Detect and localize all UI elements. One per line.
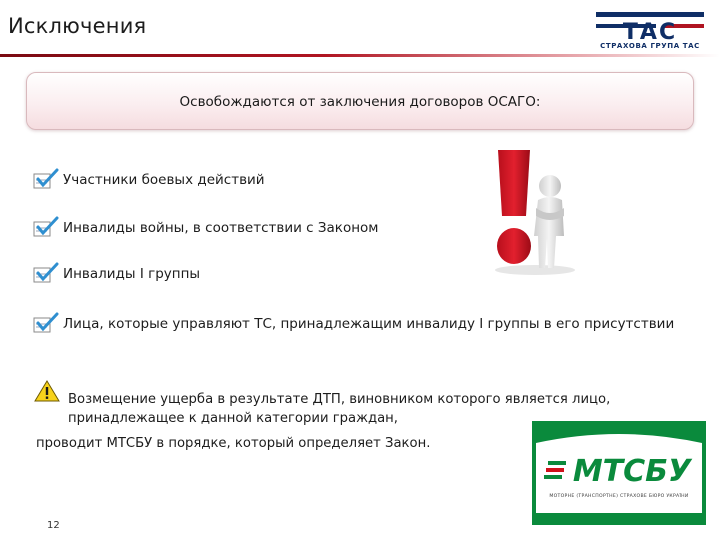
mtsbu-logo-subtitle: МОТОРНЕ (ТРАНСПОРТНЕ) СТРАХОВЕ БЮРО УКРАЇНИ: [549, 494, 689, 499]
tas-logo-subtitle: СТРАХОВА ГРУПА ТАС: [600, 42, 700, 50]
title-divider: [0, 54, 720, 57]
banner-text: Освобождаются от заключения договоров ОСАГО:: [179, 94, 541, 110]
checkmark-icon: [33, 216, 59, 238]
warning-line-3: проводит МТСБУ в порядке, который определяет Закон.: [36, 436, 431, 451]
page-title: Исключения: [8, 14, 147, 38]
list-item-label: Участники боевых действий: [63, 172, 265, 188]
warning-text: [68, 390, 610, 428]
exemption-banner: [26, 72, 694, 130]
checkmark-icon: [33, 168, 59, 190]
checkmark-icon: [33, 312, 59, 334]
mtsbu-logo: [532, 421, 706, 525]
list-item-label: Лица, которые управляют ТС, принадлежащим инвалиду I группы в его присутствии: [63, 316, 675, 332]
mtsbu-logo-text: МТСБУ: [572, 454, 692, 489]
list-item-label: Инвалиды войны, в соответствии с Законом: [63, 220, 379, 236]
list-item-label: Инвалиды I группы: [63, 266, 201, 282]
tas-logo-text: ТАС: [622, 20, 678, 45]
warning-line-2: принадлежащее к данной категории граждан,: [68, 411, 398, 426]
warning-line-1: Возмещение ущерба в результате ДТП, виновником которого является лицо,: [68, 392, 611, 407]
warning-icon: [34, 380, 60, 402]
page-number: 12: [47, 520, 60, 531]
exclamation-figure-illustration: [490, 146, 580, 276]
checkmark-icon: [33, 262, 59, 284]
